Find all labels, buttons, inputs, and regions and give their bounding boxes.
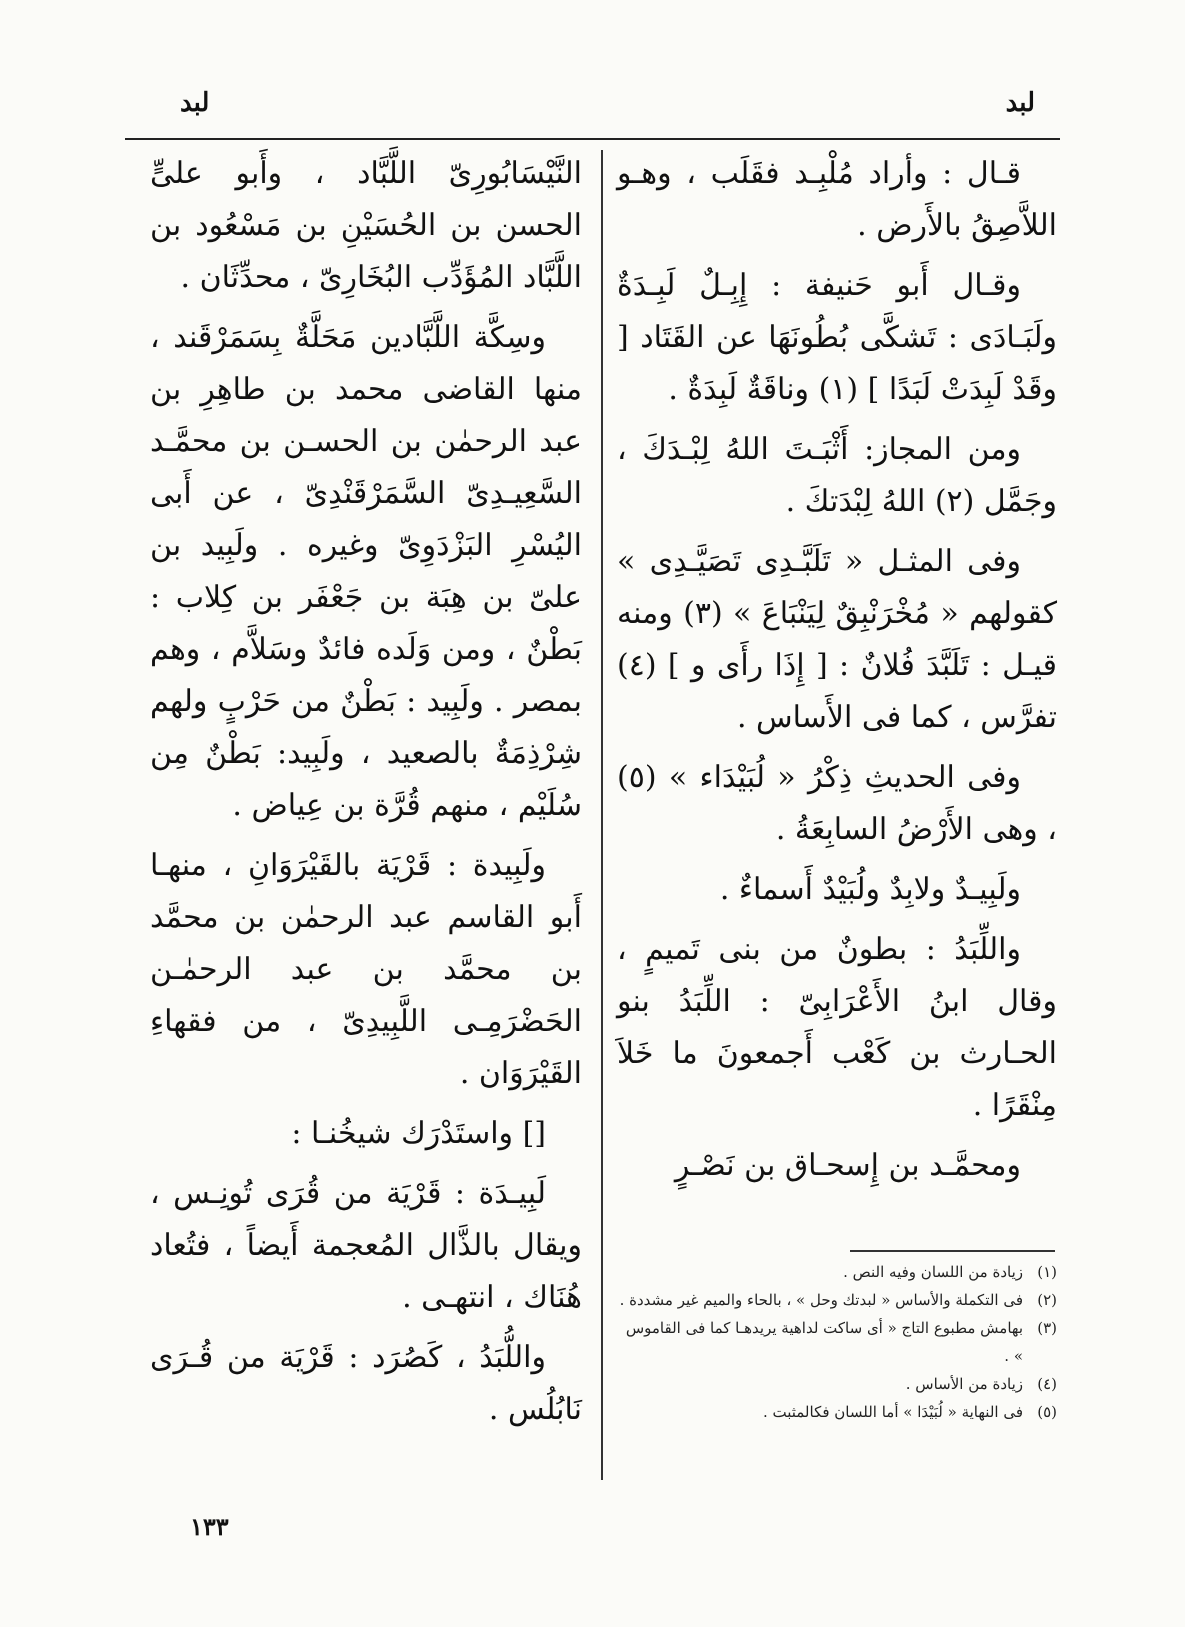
footnote-number: (٤) [1037, 1375, 1057, 1393]
paragraph: وفى المثـل « تَلَبَّـدِى تَصَيَّـدِى » كقولهم « مُخْرَنْبِقٌ لِيَنْبَاعَ » (٣) ومنه قيـل : تَلَبَّدَ فُلانٌ : [ إِذَا رأَى و ] (٤) تفرَّس ، كما فى الأَساس . [617, 544, 1058, 735]
footnote-number: (١) [1037, 1263, 1057, 1281]
footnote-number: (٢) [1037, 1291, 1057, 1309]
paragraph: ولَبِيدة : قَرْيَة بالقَيْرَوَانِ ، منهـا أَبو القاسم عبد الرحمٰن بن محمَّد بن محمَّد بن عبد الرحمٰـن الحَضْرَمِـى اللَّبِيدِىّ ، من فقهاءِ القَيْرَوَان . [150, 848, 582, 1091]
paragraph: النَّيْسَابُورِىّ اللَّبَّاد ، وأَبو علىٍّ الحسن بن الحُسَيْنِ بن مَسْعُود بن اللَّبَّاد المُؤَدِّب البُخَارِىّ ، محدِّثَان . [150, 156, 582, 295]
paragraph: ومن المجاز: أَثْبَـتَ اللهُ لِبْـدَكَ ، وجَمَّل (٢) اللهُ لِبْدَتكَ . [617, 432, 1057, 519]
footnote-text: فى النهاية « لُبَيْدَا » أما اللسان فكالمثبت . [762, 1403, 1023, 1421]
column-divider [601, 150, 603, 1480]
paragraph: قـال : وأراد مُلْبِـد فقَلَب ، وهـو اللاَّصِقُ بالأَرض . [617, 156, 1057, 243]
paragraph: ولَبِيـدٌ ولابِدٌ ولُبَيْدٌ أَسماءٌ . [719, 872, 1021, 907]
header-rule [125, 138, 1060, 140]
footnote [617, 1258, 1057, 1286]
paragraph: واللُّبَدُ ، كَصُرَد : قَرْيَة من قُـرَى نَابُلُس . [150, 1340, 582, 1427]
header-word-left: لبد [180, 88, 210, 118]
footnote [617, 1314, 1057, 1370]
header-word-right: لبد [1005, 88, 1035, 118]
paragraph: ومحمَّـد بن إِسحـاق بن نَصْـرٍ [674, 1148, 1021, 1183]
footnote [617, 1370, 1057, 1398]
footnotes [617, 1258, 1057, 1426]
paragraph: واللِّبَدُ : بطونٌ من بنى تَميمٍ ، وقال ابنُ الأَعْرَابِىّ : اللِّبَدُ بنو الحـارث بن كَعْب أَجمعونَ ما خَلاَ مِنْقَرًا . [617, 932, 1057, 1123]
footnote-text: فى التكملة والأساس « لبدتك وحل » ، بالحاء والميم غير مشددة . [619, 1291, 1023, 1309]
paragraph: وفى الحديثِ ذِكْرُ « لُبَيْدَاء » (٥) ، وهى الأَرْضُ السابِعَةُ . [617, 760, 1057, 847]
footnote-number: (٣) [1037, 1319, 1057, 1337]
footnote-text: زيادة من اللسان وفيه النص . [843, 1263, 1023, 1281]
paragraph: وسِكَّة اللَّبَّادين مَحَلَّةٌ بِسَمَرْقَند ، منها القاضى محمد بن طاهِرِ بن عبد الرحمٰن بن الحسـن بن محمَّـد السَّعِيـدِىّ السَّمَرْقَنْدِىّ ، عن أَبى اليُسْرِ البَزْدَوِىّ وغيره . ولَبِيد بن علىّ بن هِبَة بن جَعْفَر بن كِلاب : بَطْنٌ ، ومن وَلَده فائدٌ وسَلاَّم ، وهم بمصر . ولَبِيد : بَطْنٌ من حَرْبٍ ولهم شِرْذِمَةٌ بالصعيد ، ولَبِيد: بَطْنٌ مِن سُلَيْم ، منهم قُرَّة بن عِياض . [150, 320, 582, 823]
page-number: ١٣٣ [190, 1512, 229, 1541]
left-column [150, 148, 582, 1444]
paragraph: وقـال أَبو حَنيفة : إِبِـلٌ لَبِـدَةٌ ولَبَـادَى : تَشكَّى بُطُونَهَا عن القَتَاد [ وقَدْ لَبِدَتْ لَبَدًا ] (١) وناقَةٌ لَبِدَةٌ . [617, 268, 1057, 407]
footnote-text: زيادة من الأساس . [905, 1375, 1023, 1393]
footnote-rule [850, 1250, 1055, 1252]
paragraph: لَبِيـدَة : قَرْيَة من قُرَى تُونِـس ، ويقال بالذَّال المُعجمة أَيضاً ، فتُعاد هُنَاك ، انتهـى . [150, 1176, 582, 1315]
footnote-text: بهامش مطبوع التاج « أى ساكت لداهية يريدهـا كما فى القاموس » . [625, 1319, 1023, 1365]
footnote [617, 1398, 1057, 1426]
footnote-number: (٥) [1037, 1403, 1057, 1421]
paragraph: [] واستَدْرَك شيخُنـا : [291, 1116, 546, 1151]
footnote [617, 1286, 1057, 1314]
right-column [617, 148, 1057, 1200]
